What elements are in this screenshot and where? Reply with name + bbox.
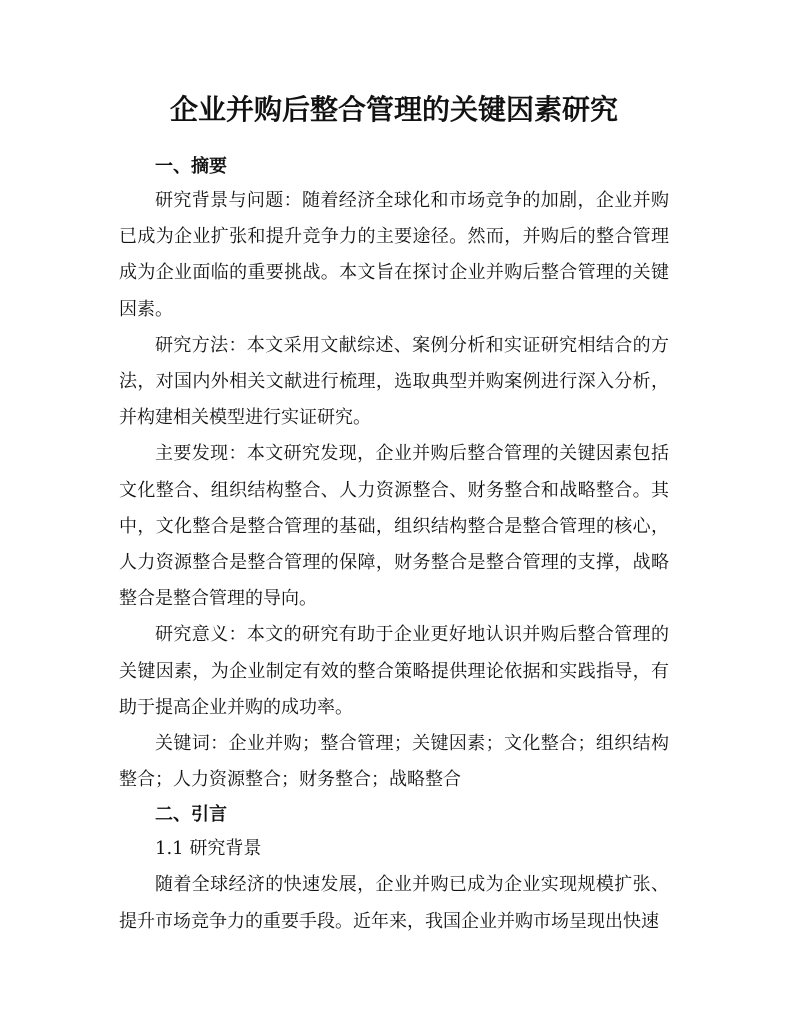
abstract-findings-paragraph: 主要发现：本文研究发现，企业并购后整合管理的关键因素包括文化整合、组织结构整合、人力资源整合、财务整合和战略整合。其中，文化整合是整合管理的基础，组织结构整合是整合管理的核心，人力资源整合是整合管理的保障，财务整合是整合管理的支撑，战略整合是整合管理的导向。 bbox=[119, 443, 669, 610]
keywords-paragraph: 关键词：企业并购；整合管理；关键因素；文化整合；组织结构整合；人力资源整合；财务整合；战略整合 bbox=[119, 733, 669, 791]
abstract-significance-paragraph: 研究意义：本文的研究有助于企业更好地认识并购后整合管理的关键因素，为企业制定有效的整合策略提供理论依据和实践指导，有助于提高企业并购的成功率。 bbox=[119, 624, 669, 718]
document-title: 企业并购后整合管理的关键因素研究 bbox=[169, 93, 618, 126]
abstract-heading: 一、摘要 bbox=[155, 156, 227, 177]
intro-subheading: 1.1 研究背景 bbox=[155, 838, 262, 860]
abstract-method-paragraph: 研究方法：本文采用文献综述、案例分析和实证研究相结合的方法，对国内外相关文献进行梳理，选取典型并购案例进行深入分析，并构建相关模型进行实证研究。 bbox=[119, 334, 669, 429]
abstract-background-paragraph: 研究背景与问题：随着经济全球化和市场竞争的加剧，企业并购已成为企业扩张和提升竞争力的主要途径。然而，并购后的整合管理成为企业面临的重要挑战。本文旨在探讨企业并购后整合管理的关键因素。 bbox=[119, 190, 669, 320]
document-body bbox=[119, 88, 669, 940]
intro-heading: 二、引言 bbox=[155, 804, 227, 826]
intro-paragraph: 随着全球经济的快速发展，企业并购已成为企业实现规模扩张、提升市场竞争力的重要手段。近年来，我国企业并购市场呈现出快速 bbox=[119, 874, 669, 932]
